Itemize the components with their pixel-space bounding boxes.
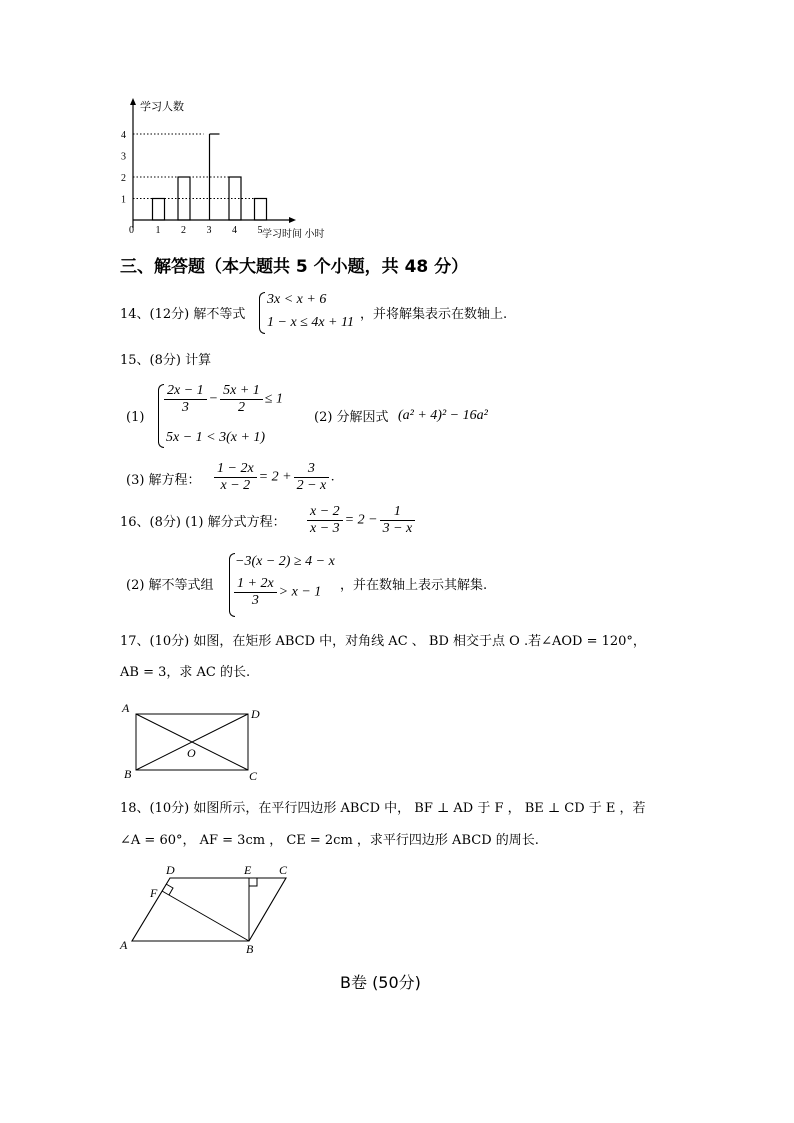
label-F: F <box>150 886 158 900</box>
q14-ineq1: 3x < x + 6 <box>267 292 327 307</box>
label-E: E <box>244 863 252 877</box>
q18-line1: 18、(10分) 如图所示，在平行四边形 ABCD 中， BF ⊥ AD 于 F ， BE ⊥ CD 于 E ，若 <box>120 801 646 816</box>
bar-chart <box>112 92 325 242</box>
q15-part1-row2: 5x − 1 < 3(x + 1) <box>166 430 266 445</box>
q15-part1-row1: $\frac{2x - 1}{3}$ − $\frac{5x + 1}{2}$ ≤ 1 <box>162 383 283 416</box>
y-axis-label: 学习人数 <box>140 101 184 113</box>
q17-line1: 17、(10分) 如图，在矩形 ABCD 中，对角线 AC 、 BD 相交于点 O .若∠AOD = 120°， <box>120 634 646 649</box>
bar <box>255 199 267 221</box>
part-b-title: B卷 (50分) <box>340 973 421 992</box>
y-axis-arrow <box>130 98 136 105</box>
label-A: A <box>120 938 128 952</box>
label-A: A <box>122 701 130 715</box>
x-tick-label: 1 <box>155 225 161 236</box>
y-tick-label: 4 <box>121 130 126 141</box>
x-tick-label: 5 <box>257 225 263 236</box>
x-tick-label: 0 <box>129 225 134 236</box>
q14-tail: ，并将解集表示在数轴上. <box>360 307 508 322</box>
x-axis-arrow <box>289 217 296 223</box>
q18-line2: ∠A = 60°， AF = 3cm ， CE = 2cm ，求平行四边形 ABCD 的周长. <box>120 833 539 848</box>
x-tick-label: 4 <box>232 225 237 236</box>
q16-lead: 16、(8分) (1) 解分式方程： <box>120 515 286 530</box>
q15-part2-expr: (a² + 4)² − 16a² <box>398 408 488 423</box>
q15-part3-eq: $\frac{1 - 2x}{x - 2}$ = 2 + $\frac{3}{2 - x}$ . <box>212 461 335 494</box>
q14-brace <box>259 292 265 334</box>
label-D: D <box>166 863 175 877</box>
q16-part2-row2: $\frac{1 + 2x}{3}$ > x − 1 <box>232 576 321 609</box>
y-tick-label: 3 <box>121 151 126 163</box>
label-D: D <box>251 707 260 721</box>
section-title: 三、解答题（本大题共 5 个小题，共 48 分） <box>120 257 469 277</box>
label-B: B <box>246 942 254 956</box>
q15-part3-label: (3) 解方程： <box>126 473 201 488</box>
q16-part2-label: (2) 解不等式组 <box>126 578 214 593</box>
q15-lead: 15、(8分) 计算 <box>120 353 212 368</box>
x-tick-label: 3 <box>206 225 212 236</box>
q16-part1-eq: $\frac{x - 2}{x - 3}$ = 2 − $\frac{1}{3 - x}$ <box>305 504 417 537</box>
y-tick-label: 2 <box>121 173 126 184</box>
label-O: O <box>187 746 196 760</box>
q16-part2-row1: −3(x − 2) ≥ 4 − x <box>235 554 335 569</box>
q17-line2: AB = 3，求 AC 的长. <box>120 665 251 680</box>
x-axis-label: 学习时间 小时 <box>262 229 325 240</box>
rectangle-figure <box>118 700 268 785</box>
parallelogram-figure <box>116 858 306 958</box>
label-C: C <box>279 863 288 877</box>
y-tick-label: 1 <box>121 194 126 206</box>
label-C: C <box>249 769 258 783</box>
bar <box>153 199 165 221</box>
q15-part2-label: (2) 分解因式 <box>314 410 389 425</box>
label-B: B <box>124 767 132 781</box>
x-tick-label: 2 <box>181 225 186 236</box>
q16-part2-tail: ，并在数轴上表示其解集. <box>340 578 488 593</box>
q14-lead: 14、(12分) 解不等式 <box>120 307 246 322</box>
q14-ineq2: 1 − x ≤ 4x + 11 <box>267 315 354 330</box>
q15-part1-label: (1) <box>126 410 145 425</box>
